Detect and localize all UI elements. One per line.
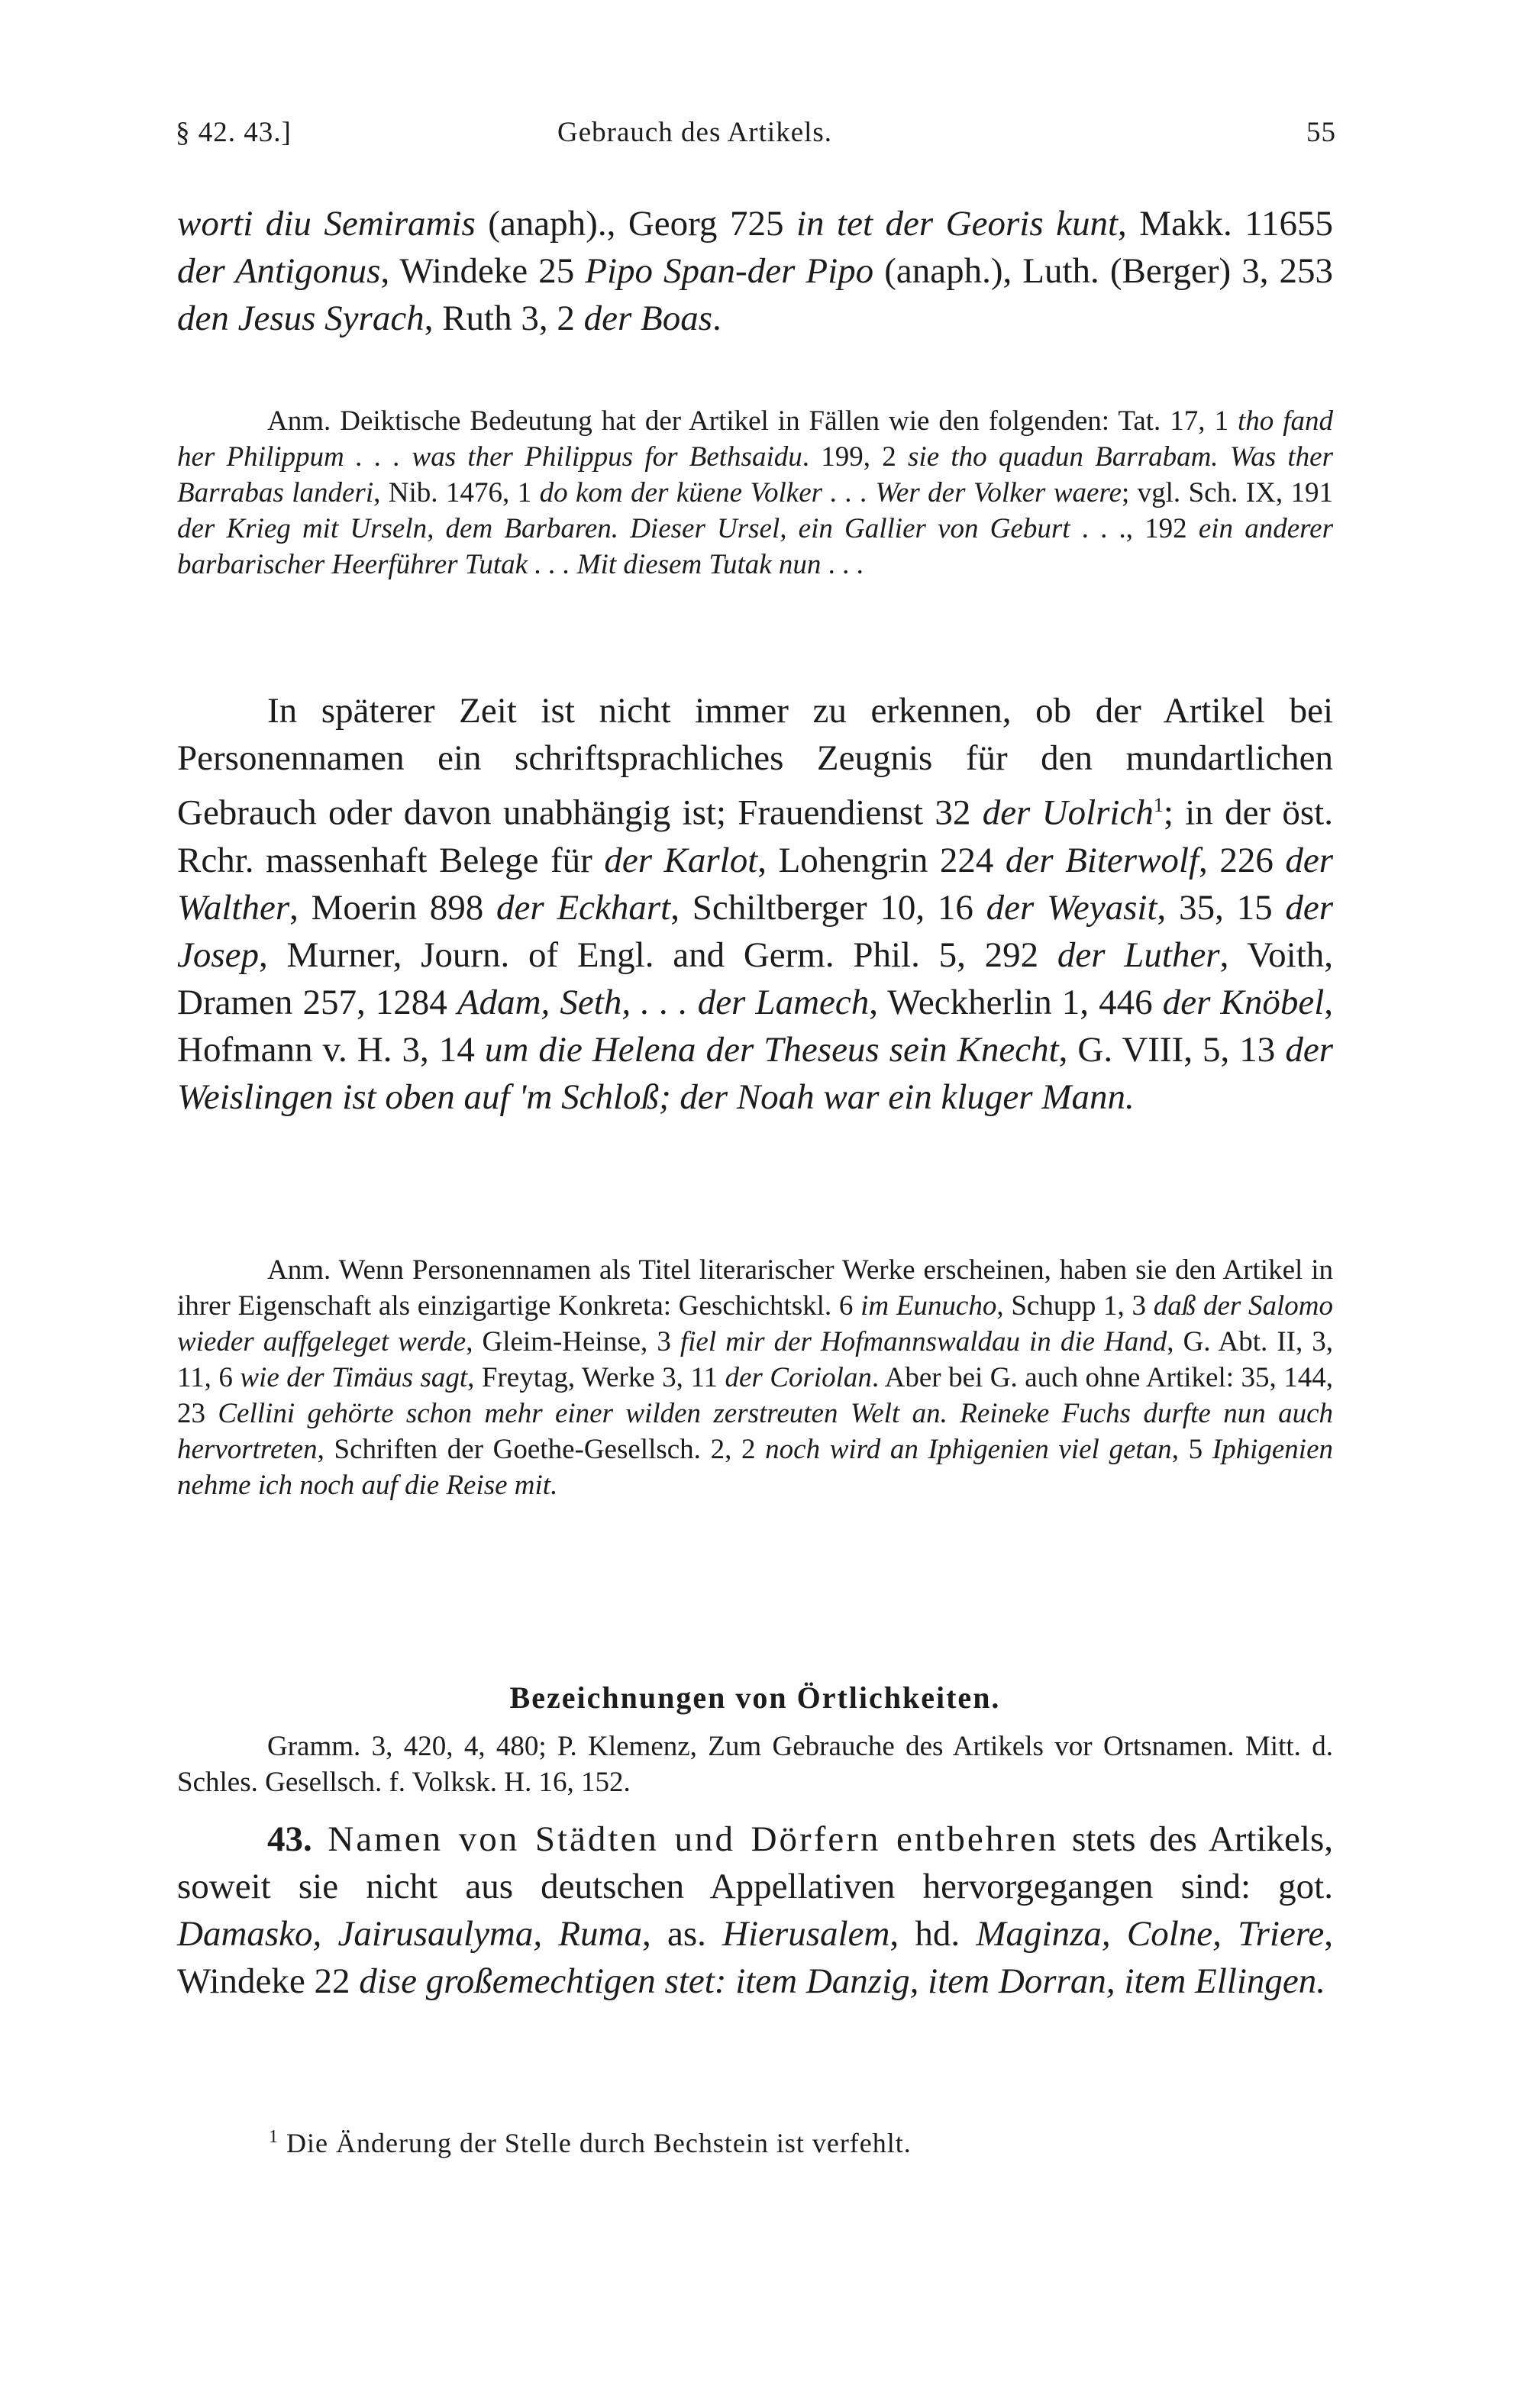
text-span: Namen von Städten und Dörfern entbehren [312, 1819, 1059, 1859]
text-span: , Schupp 1, 3 [996, 1290, 1154, 1322]
text-span: , hd. [889, 1914, 977, 1954]
note-werktitel [177, 1252, 1333, 1503]
text-span: der Biterwolf [1005, 840, 1199, 880]
text-span: ; vgl. Sch. IX, 191 [1121, 477, 1333, 508]
running-header [176, 116, 1336, 162]
text-span: , Moerin 898 [289, 887, 497, 928]
text-span: der Weislingen ist oben auf 'm Schloß; der Noah war ein kluger Mann. [177, 1029, 1333, 1117]
text-span: der Coriolan [725, 1362, 872, 1393]
text-span: , Hofmann v. H. 3, 14 [177, 982, 1333, 1070]
page-number: 55 [1306, 117, 1336, 148]
text-span: der Karlot [604, 840, 758, 880]
text-span: in tet der Georis kunt [796, 204, 1119, 244]
text-span: . . . [821, 549, 864, 580]
text-span: den Jesus Syrach [177, 299, 425, 338]
text-span: , Nib. 1476, 1 [373, 477, 540, 508]
footnote-text: Die Änderung der Stelle durch Bechstein ist verfehlt. [279, 2128, 912, 2158]
text-span: In späterer Zeit ist nicht immer zu erkennen, ob der Artikel bei Personennamen ein schriftsprachliches Zeugnis für den mundartlichen Gebrauch oder davon unabhängig ist; Frauendienst 32 [177, 691, 1333, 833]
text-span: ; in der öst. Rchr. massenhaft Belege für [177, 792, 1333, 880]
text-span: der Boas [583, 299, 713, 338]
text-span: Anm. Wenn Personennamen als Titel literarischer Werke erscheinen, haben sie den Artikel in ihrer Eigenschaft als einzigartige Konkreta: Geschichtskl. 6 [177, 1254, 1333, 1322]
text-span: . 199, 2 [802, 441, 909, 473]
page-title: Gebrauch des Artikels. [557, 117, 833, 148]
note-deiktisch [177, 403, 1333, 583]
text-span: der Luther [1057, 934, 1220, 975]
text-span: der Knöbel [1162, 982, 1325, 1022]
text-span: , G. Abt. II, 3, 11, 6 [177, 1326, 1333, 1393]
text-span: der Josep [177, 887, 1333, 975]
text-span: , Murner, Journ. of Engl. and Germ. Phil. 5, 292 [259, 934, 1057, 975]
section-number: 43. [267, 1819, 312, 1859]
text-span: Hierusalem [722, 1914, 890, 1954]
text-span: tho fand her Philippum . . . was ther Philippus for Bethsaidu [177, 405, 1333, 473]
text-span: der Uolrich [982, 792, 1154, 833]
text-span: der Weyasit [986, 887, 1157, 928]
footnote [269, 2127, 912, 2159]
text-span: ein anderer barbarischer Heerführer Tutak . . . Mit diesem Tutak nun [177, 513, 1334, 580]
text-span: do kom der küene Volker . . . Wer der Volker waere [539, 477, 1122, 508]
text-span: , Schiltberger 10, 16 [670, 887, 986, 928]
text-span: , Weckherlin 1, 446 [869, 982, 1163, 1022]
text-span: , as. [642, 1914, 723, 1954]
text-span: , Schriften der Goethe-Gesellsch. 2, 2 [317, 1434, 766, 1465]
text-span: . Aber bei G. auch ohne Artikel: 35, 144, 23 [177, 1362, 1333, 1429]
text-span: . [712, 299, 722, 338]
text-span: Damasko, Jairusaulyma, Ruma [177, 1914, 642, 1954]
text-span: , Voith, Dramen 257, 1284 [177, 934, 1334, 1022]
literature-reference [177, 1729, 1333, 1800]
text-span: Anm. Deiktische Bedeutung hat der Artikel in Fällen wie den folgenden: Tat. 17, 1 [267, 405, 1238, 437]
text-span: worti diu Semiramis [177, 204, 476, 244]
text-span: der Krieg mit Urseln, dem Barbaren. Dieser Ursel, ein Gallier von Geburt [177, 513, 1070, 544]
text-span: , G. VIII, 5, 13 [1058, 1029, 1286, 1070]
text-span: , Ruth 3, 2 [424, 299, 584, 338]
text-span: daß der Salomo wieder auffgeleget werde [177, 1290, 1333, 1357]
text-span: Gramm. 3, 420, 4, 480; P. Klemenz, Zum Gebrauche des Artikels vor Ortsnamen. Mitt. d. Schles. Gesellsch. f. Volksk. H. 16, 152. [177, 1731, 1333, 1798]
text-span: Iphigenien nehme ich noch auf die Reise mit. [177, 1434, 1333, 1501]
text-span: (anaph.), Luth. (Berger) 3, 253 [873, 251, 1333, 291]
text-span: , Freytag, Werke 3, 11 [467, 1362, 725, 1393]
text-span: um die Helena der Theseus sein Knecht [484, 1029, 1059, 1070]
text-span: , 35, 15 [1157, 887, 1286, 928]
text-span: fiel mir der Hofmannswaldau in die Hand [680, 1326, 1167, 1357]
text-span: , Windeke 25 [380, 251, 586, 291]
section-heading: Bezeichnungen von Örtlichkeiten. [509, 1680, 1001, 1715]
text-span: Cellini gehörte schon mehr einer wilden zerstreuten Welt an. Reineke Fuchs durfte nun auch hervortreten [177, 1398, 1333, 1465]
text-span: der Walther [177, 840, 1334, 928]
text-span: Pipo Span-der Pipo [585, 251, 874, 291]
text-span: im Eunucho [860, 1290, 997, 1322]
text-span: wie der Timäus sagt [240, 1362, 468, 1393]
paragraph-examples [177, 200, 1333, 342]
text-span: , Lohengrin 224 [757, 840, 1006, 880]
text-span: , Makk. 11655 [1118, 204, 1333, 244]
text-span: , Gleim-Heinse, 3 [466, 1326, 680, 1357]
text-span: , 5 [1171, 1434, 1212, 1465]
text-span: noch wird an Iphigenien viel getan [765, 1434, 1172, 1465]
footnote-mark: 1 [269, 2127, 279, 2147]
text-span: , Windeke 22 [177, 1914, 1334, 2001]
text-span: Maginza, Colne, Triere [976, 1914, 1325, 1954]
footnote-reference: 1 [1153, 794, 1164, 816]
text-span: stets des Artikels, soweit sie nicht aus deutschen Appellativen hervorgegangen sind: got. [177, 1819, 1333, 1906]
text-span: Adam, Seth, . . . der Lamech [457, 982, 870, 1022]
text-span: . . ., 192 [1070, 513, 1199, 544]
paragraph-43-ortsnamen [177, 1816, 1333, 2005]
text-span: dise großemechtigen stet: item Danzig, item Dorran, item Ellingen. [359, 1961, 1326, 2001]
paragraph-personennamen [177, 687, 1333, 1121]
text-span: der Eckhart [496, 887, 671, 928]
section-reference: § 42. 43.] [176, 117, 292, 148]
text-span: (anaph)., Georg 725 [475, 204, 796, 244]
text-span: sie tho quadun Barrabam. Was ther Barrabas landeri [177, 441, 1333, 508]
text-span: der Antigonus [177, 251, 381, 291]
text-span: , 226 [1199, 840, 1286, 880]
